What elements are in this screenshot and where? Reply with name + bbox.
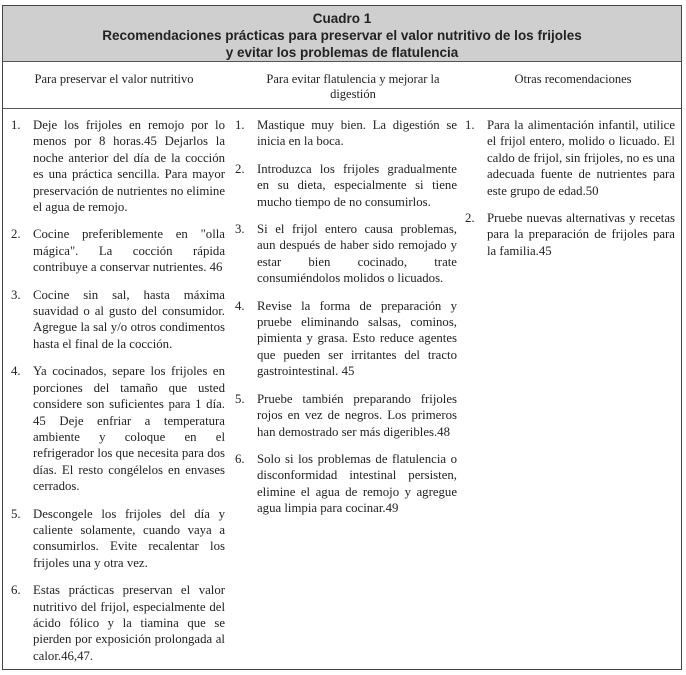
item-text: Deje los frijoles en remojo por lo menos por 8 horas.45 Dejarlos la noche anterior del día de la cocción es una práctica sencilla. Para mayor preservación de nutrientes no elimine el agua de remojo. [33,118,225,215]
list-item [235,221,457,287]
item-number: 5. [11,506,21,521]
table-subtitle-line2: y evitar los problemas de flatulencia [225,45,459,60]
column-heading-flatulencia: Para evitar flatulencia y mejorar la digestión [266,72,440,101]
item-number: 1. [11,118,21,132]
list-item [11,506,225,572]
table-title: Cuadro 1 [312,11,372,26]
item-text: Ya cocinados, separe los frijoles en porciones del tamaño que usted considere son suficientes para 1 día. 45 Deje enfriar a temperatura ambiente y coloque en el refrigerador los que necesita para dos días. El resto congélelos en envases cerrados. [33,364,225,494]
list-item [465,117,675,199]
item-text: Pruebe nuevas alternativas y recetas para la preparación de frijoles para la familia.45 [487,211,675,258]
list-item [11,582,225,664]
item-text: Cocine sin sal, hasta máxima suavidad o al gusto del consumidor. Agregue la sal y/o otros condimentos hasta el final de la cocción. [33,287,225,351]
column-heading-nutritivo: Para preservar el valor nutritivo [34,72,194,86]
list-item [11,117,225,215]
list-item [11,226,225,275]
item-text: Cocine preferiblemente en "olla mágica". La cocción rápida contribuye a conservar nutrientes. 46 [33,227,225,275]
item-number: 2. [11,227,21,242]
item-number: 4. [235,298,245,313]
item-text: Mastique muy bien. La digestión se inicia en la boca. [257,118,457,149]
item-text: Descongele los frijoles del día y caliente solamente, cuando vaya a consumirlos. Evite recalentar los frijoles una y otra vez. [33,506,225,570]
column-heading-otras: Otras recomendaciones [514,72,632,86]
column-flatulencia [235,117,457,528]
item-number: 6. [235,451,245,466]
list-item [235,161,457,210]
list-item [11,287,225,353]
table-subtitle-line1: Recomendaciones prácticas para preservar el valor nutritivo de los frijoles [102,28,582,43]
item-number: 2. [235,161,245,176]
item-text: Introduzca los frijoles gradualmente en su dieta, especialmente si tiene mucho tiempo de no consumirlos. [257,161,457,209]
table-frame [2,5,682,670]
table-body [3,109,681,669]
item-number: 1. [465,118,475,132]
item-text: Solo si los problemas de flatulencia o disconformidad intestinal persisten, elimine el agua de remojo y agregue agua limpia para cocinar.49 [257,451,457,516]
column-headings [3,62,681,109]
list-item [11,363,225,494]
item-text: Estas prácticas preservan el valor nutritivo del frijol, especialmente del ácido fólico y la tiamina que se pierden por exposición prolongada al calor.46,47. [33,583,225,663]
item-number: 5. [235,391,245,406]
table-header [3,6,681,62]
list-item [235,391,457,440]
item-number: 2. [465,211,475,226]
item-number: 3. [235,222,245,237]
list-item [235,117,457,150]
item-text: Para la alimentación infantil, utilice el frijol entero, molido o licuado. El caldo de frijol, sin frijoles, no es una adecuada fuente de nutrientes para este grupo de edad.50 [487,118,675,198]
list-item [235,451,457,517]
item-number: 3. [11,287,21,302]
item-text: Revise la forma de preparación y pruebe eliminando salsas, cominos, pimienta y grasa. Esto reduce agentes que pueden ser irritantes del tracto gastrointestinal. 45 [257,298,457,379]
item-number: 1. [235,118,245,132]
list-item [465,210,675,259]
item-number: 6. [11,583,21,598]
item-text: Pruebe también preparando frijoles rojos en vez de negros. Los primeros han demostrado ser más digeribles.48 [257,391,457,439]
item-number: 4. [11,364,21,379]
column-otras [465,117,675,270]
column-nutritivo [11,117,225,675]
list-item [235,298,457,380]
item-text: Si el frijol entero causa problemas, aun después de haber sido remojado y estar bien cocinado, trate consumiéndolos molidos o licuados. [257,222,457,286]
